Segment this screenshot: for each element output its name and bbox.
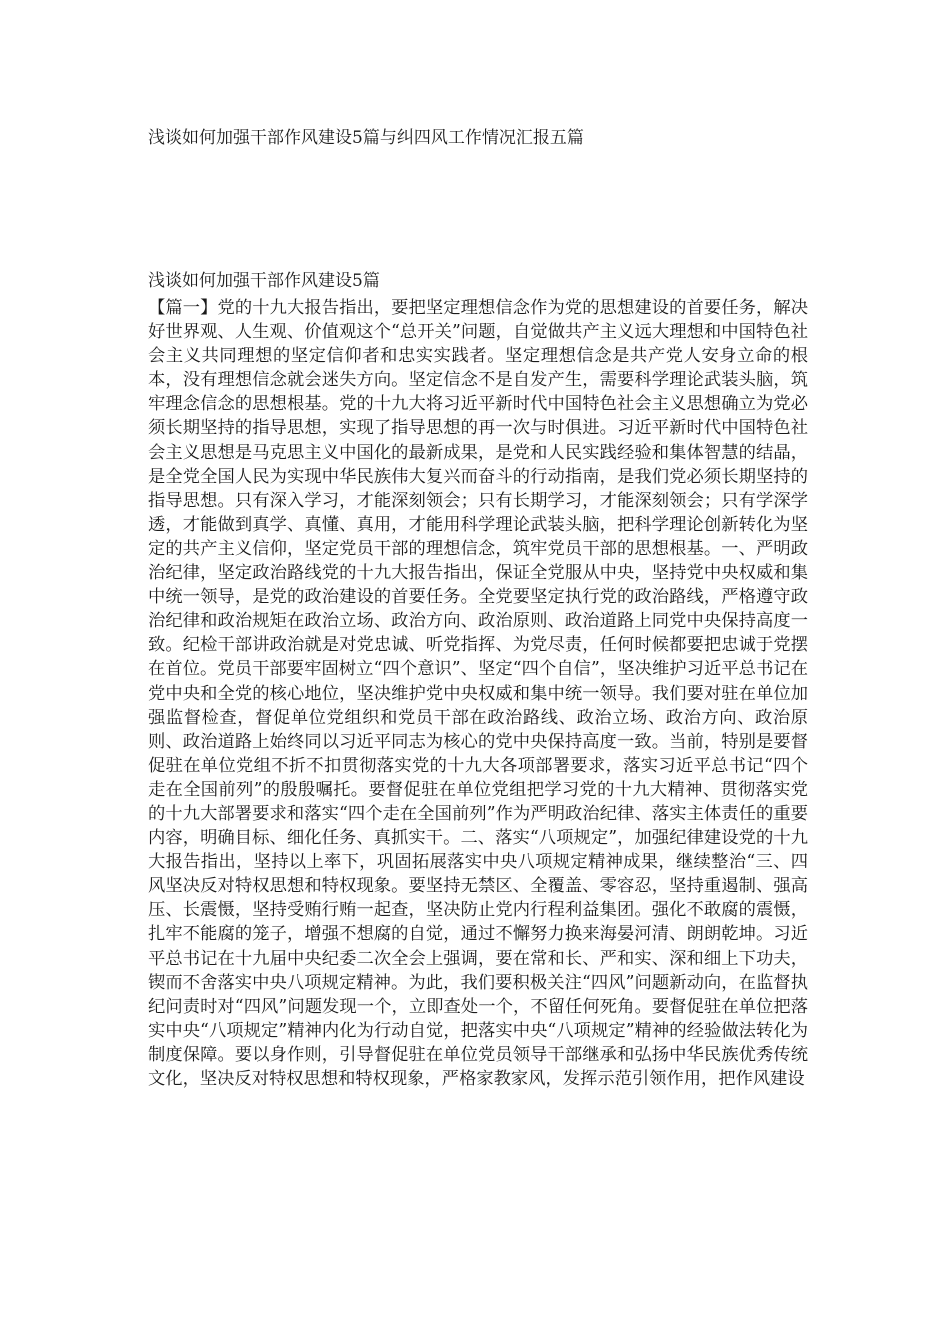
document-title: 浅谈如何加强干部作风建设5篇与纠四风工作情况汇报五篇 (148, 128, 584, 148)
section-heading: 浅谈如何加强干部作风建设5篇 (148, 271, 380, 291)
body-paragraph: 【篇一】党的十九大报告指出，要把坚定理想信念作为党的思想建设的首要任务，解决好世界观、人生观、价值观这个“总开关”问题，自觉做共产主义远大理想和中国特色社会主义共同理想的坚定信仰者和忠实实践者。坚定理想信念是共产党人安身立命的根本，没有理想信念就会迷失方向。坚定信念不是自发产生，需要科学理论武装头脑，筑牢理念信念的思想根基。党的十九大将习近平新时代中国特色社会主义思想确立为党必须长期坚持的指导思想，实现了指导思想的再一次与时俱进。习近平新时代中国特色社会主义思想是马克思主义中国化的最新成果，是党和人民实践经验和集体智慧的结晶，是全党全国人民为实现中华民族伟大复兴而奋斗的行动指南，是我们党必须长期坚持的指导思想。只有深入学习，才能深刻领会；只有长期学习，才能深刻领会；只有学深学透，才能做到真学、真懂、真用，才能用科学理论武装头脑，把科学理论创新转化为坚定的共产主义信仰，坚定党员干部的理想信念，筑牢党员干部的思想根基。一、严明政治纪律，坚定政治路线党的十九大报告指出，保证全党服从中央，坚持党中央权威和集中统一领导，是党的政治建设的首要任务。全党要坚定执行党的政治路线，严格遵守政治纪律和政治规矩在政治立场、政治方向、政治原则、政治道路上同党中央保持高度一致。纪检干部讲政治就是对党忠诚、听党指挥、为党尽责，任何时候都要把忠诚于党摆在首位。党员干部要牢固树立“四个意识”、坚定“四个自信”，坚决维护习近平总书记在党中央和全党的核心地位，坚决维护党中央权威和集中统一领导。我们要对驻在单位加强监督检查，督促单位党组织和党员干部在政治路线、政治立场、政治方向、政治原则、政治道路上始终同以习近平同志为核心的党中央保持高度一致。当前，特别是要督促驻在单位党组不折不扣贯彻落实党的十九大各项部署要求，落实习近平总书记“四个走在全国前列”的殷殷嘱托。要督促驻在单位党组把学习党的十九大精神、贯彻落实党的十九大部署要求和落实“四个走在全国前列”作为严明政治纪律、落实主体责任的重要内容，明确目标、细化任务、真抓实干。二、落实“八项规定”，加强纪律建设党的十九大报告指出，坚持以上率下，巩固拓展落实中央八项规定精神成果，继续整治“三、四风坚决反对特权思想和特权现象。要坚持无禁区、全覆盖、零容忍，坚持重遏制、强高压、长震慑，坚持受贿行贿一起查，坚决防止党内行程利益集团。强化不敢腐的震慑，扎牢不能腐的笼子，增强不想腐的自觉，通过不懈努力换来海晏河清、朗朗乾坤。习近平总书记在十九届中央纪委二次全会上强调，要在常和长、严和实、深和细上下功夫，锲而不舍落实中央八项规定精神。为此，我们要积极关注“四风”问题新动向，在监督执纪问责时对“四风”问题发现一个，立即查处一个，不留任何死角。要督促驻在单位把落实中央“八项规定”精神内化为行动自觉，把落实中央“八项规定”精神的经验做法转化为制度保障。要以身作则，引导督促驻在单位党员领导干部继承和弘扬中华民族优秀传统文化，坚决反对特权思想和特权现象，严格家教家风，发挥示范引领作用，把作风建设 (148, 298, 808, 1089)
